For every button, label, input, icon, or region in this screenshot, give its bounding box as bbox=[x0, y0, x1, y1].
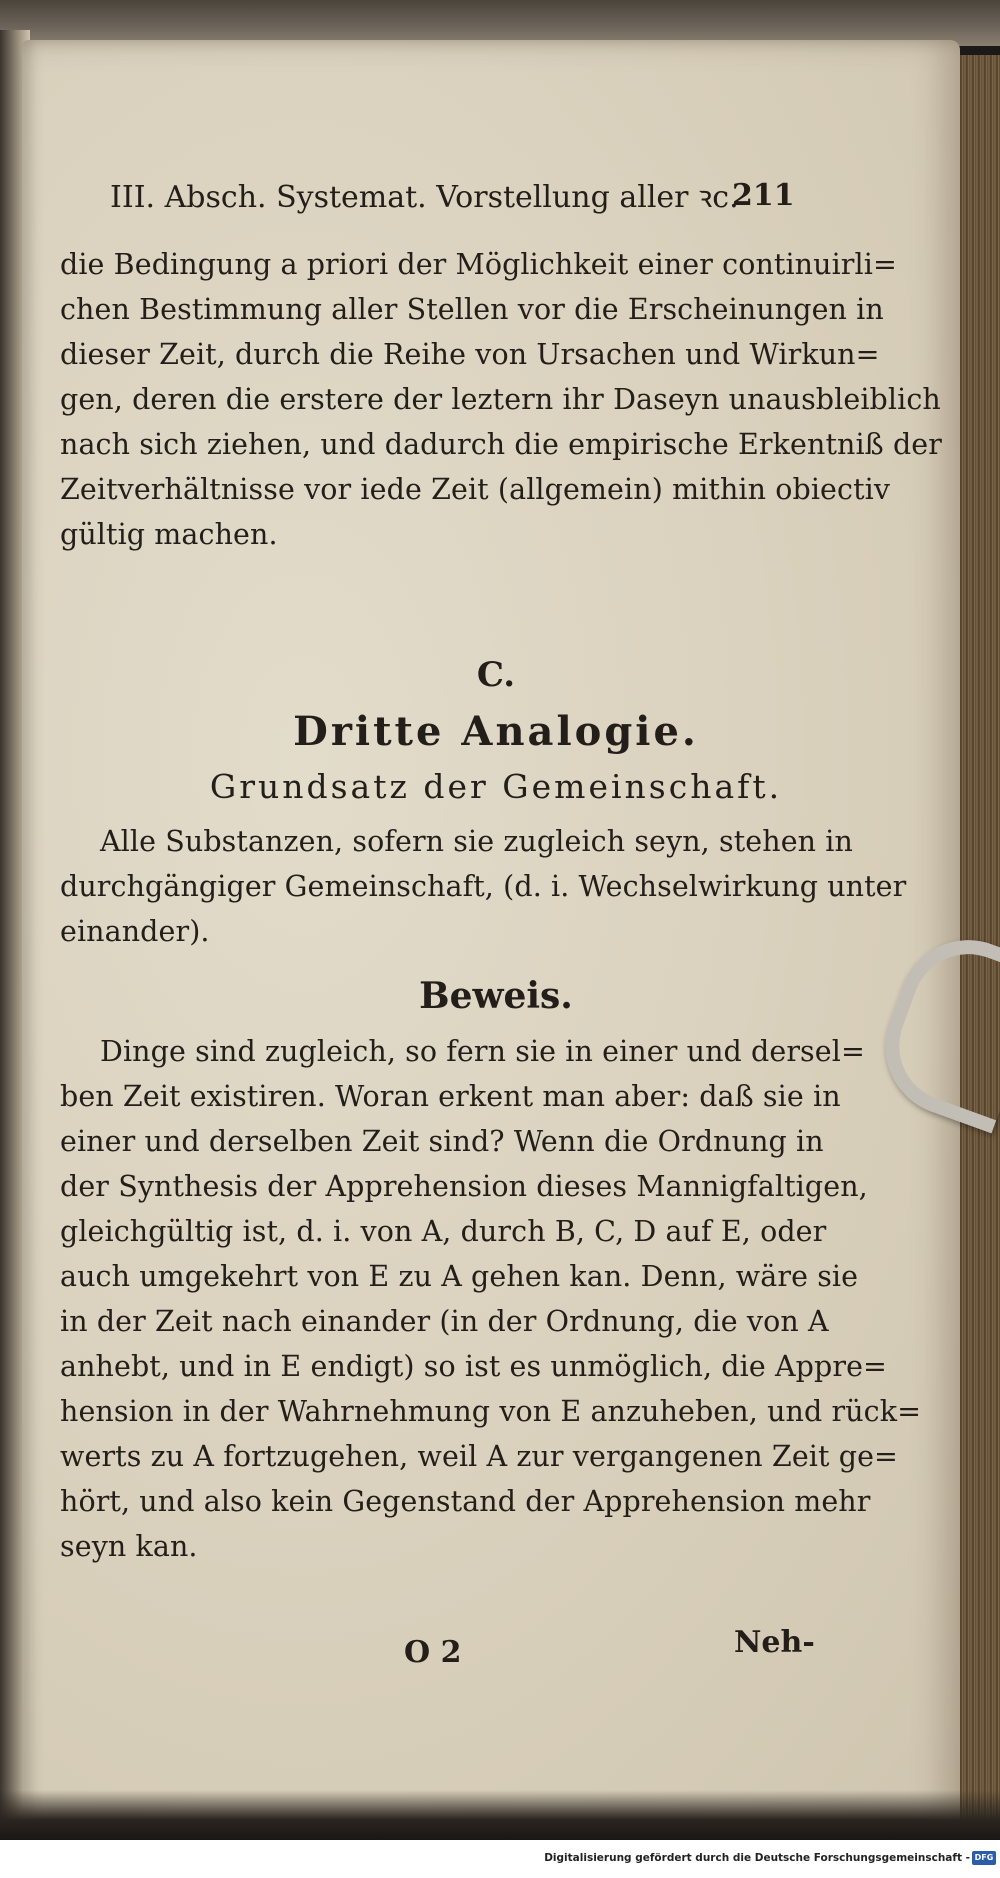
proof-line: Dinge sind zugleich, so fern sie in einer und dersel= bbox=[100, 1035, 865, 1068]
proof-line: der Synthesis der Apprehension dieses Mannigfaltigen, bbox=[60, 1170, 868, 1203]
principle-line: durchgängiger Gemeinschaft, (d. i. Wechselwirkung unter bbox=[60, 870, 907, 903]
proof-heading: Beweis. bbox=[419, 975, 573, 1017]
proof-line: auch umgekehrt von E zu A gehen kan. Denn, wäre sie bbox=[60, 1260, 859, 1293]
proof-line: werts zu A fortzugehen, weil A zur vergangenen Zeit ge= bbox=[60, 1440, 899, 1473]
text-line: die Bedingung a priori der Möglichkeit einer continuirli= bbox=[60, 248, 897, 281]
text-line: gültig machen. bbox=[60, 518, 278, 551]
book-page bbox=[22, 40, 960, 1825]
principle-line: einander). bbox=[60, 915, 210, 948]
section-title: Dritte Analogie. bbox=[293, 708, 699, 755]
proof-line: in der Zeit nach einander (in der Ordnung, die von A bbox=[60, 1305, 829, 1338]
text-line: nach sich ziehen, und dadurch die empirische Erkentniß der bbox=[60, 428, 942, 461]
page-number: 211 bbox=[732, 178, 795, 213]
running-head: III. Absch. Systemat. Vorstellung aller ꝛc. bbox=[110, 180, 739, 215]
catchword: Neh- bbox=[734, 1625, 815, 1660]
proof-line: ben Zeit existiren. Woran erkent man aber: daß sie in bbox=[60, 1080, 841, 1113]
book-bottom-edge bbox=[0, 1790, 1000, 1840]
footer-credit: Digitalisierung gefördert durch die Deutsche Forschungsgemeinschaft - bbox=[544, 1852, 970, 1864]
text-line: Zeitverhältnisse vor iede Zeit (allgemein) mithin obiectiv bbox=[60, 473, 891, 506]
proof-line: einer und derselben Zeit sind? Wenn die Ordnung in bbox=[60, 1125, 824, 1158]
text-line: chen Bestimmung aller Stellen vor die Erscheinungen in bbox=[60, 293, 884, 326]
dfg-logo-icon: DFG bbox=[972, 1851, 996, 1865]
text-line: gen, deren die erstere der leztern ihr Daseyn unausbleiblich bbox=[60, 383, 941, 416]
principle-line: Alle Substanzen, sofern sie zugleich seyn, stehen in bbox=[100, 825, 853, 858]
text-line: dieser Zeit, durch die Reihe von Ursachen und Wirkun= bbox=[60, 338, 880, 371]
section-subtitle: Grundsatz der Gemeinschaft. bbox=[209, 767, 783, 806]
proof-line: seyn kan. bbox=[60, 1530, 198, 1563]
proof-line: hension in der Wahrnehmung von E anzuheben, und rück= bbox=[60, 1395, 922, 1428]
signature-mark: O 2 bbox=[404, 1635, 462, 1670]
proof-line: hört, und also kein Gegenstand der Apprehension mehr bbox=[60, 1485, 871, 1518]
proof-line: gleichgültig ist, d. i. von A, durch B, C, D auf E, oder bbox=[60, 1215, 827, 1248]
section-letter: C. bbox=[476, 655, 516, 695]
proof-line: anhebt, und in E endigt) so ist es unmöglich, die Appre= bbox=[60, 1350, 888, 1383]
digitization-footer bbox=[0, 1840, 1000, 1878]
